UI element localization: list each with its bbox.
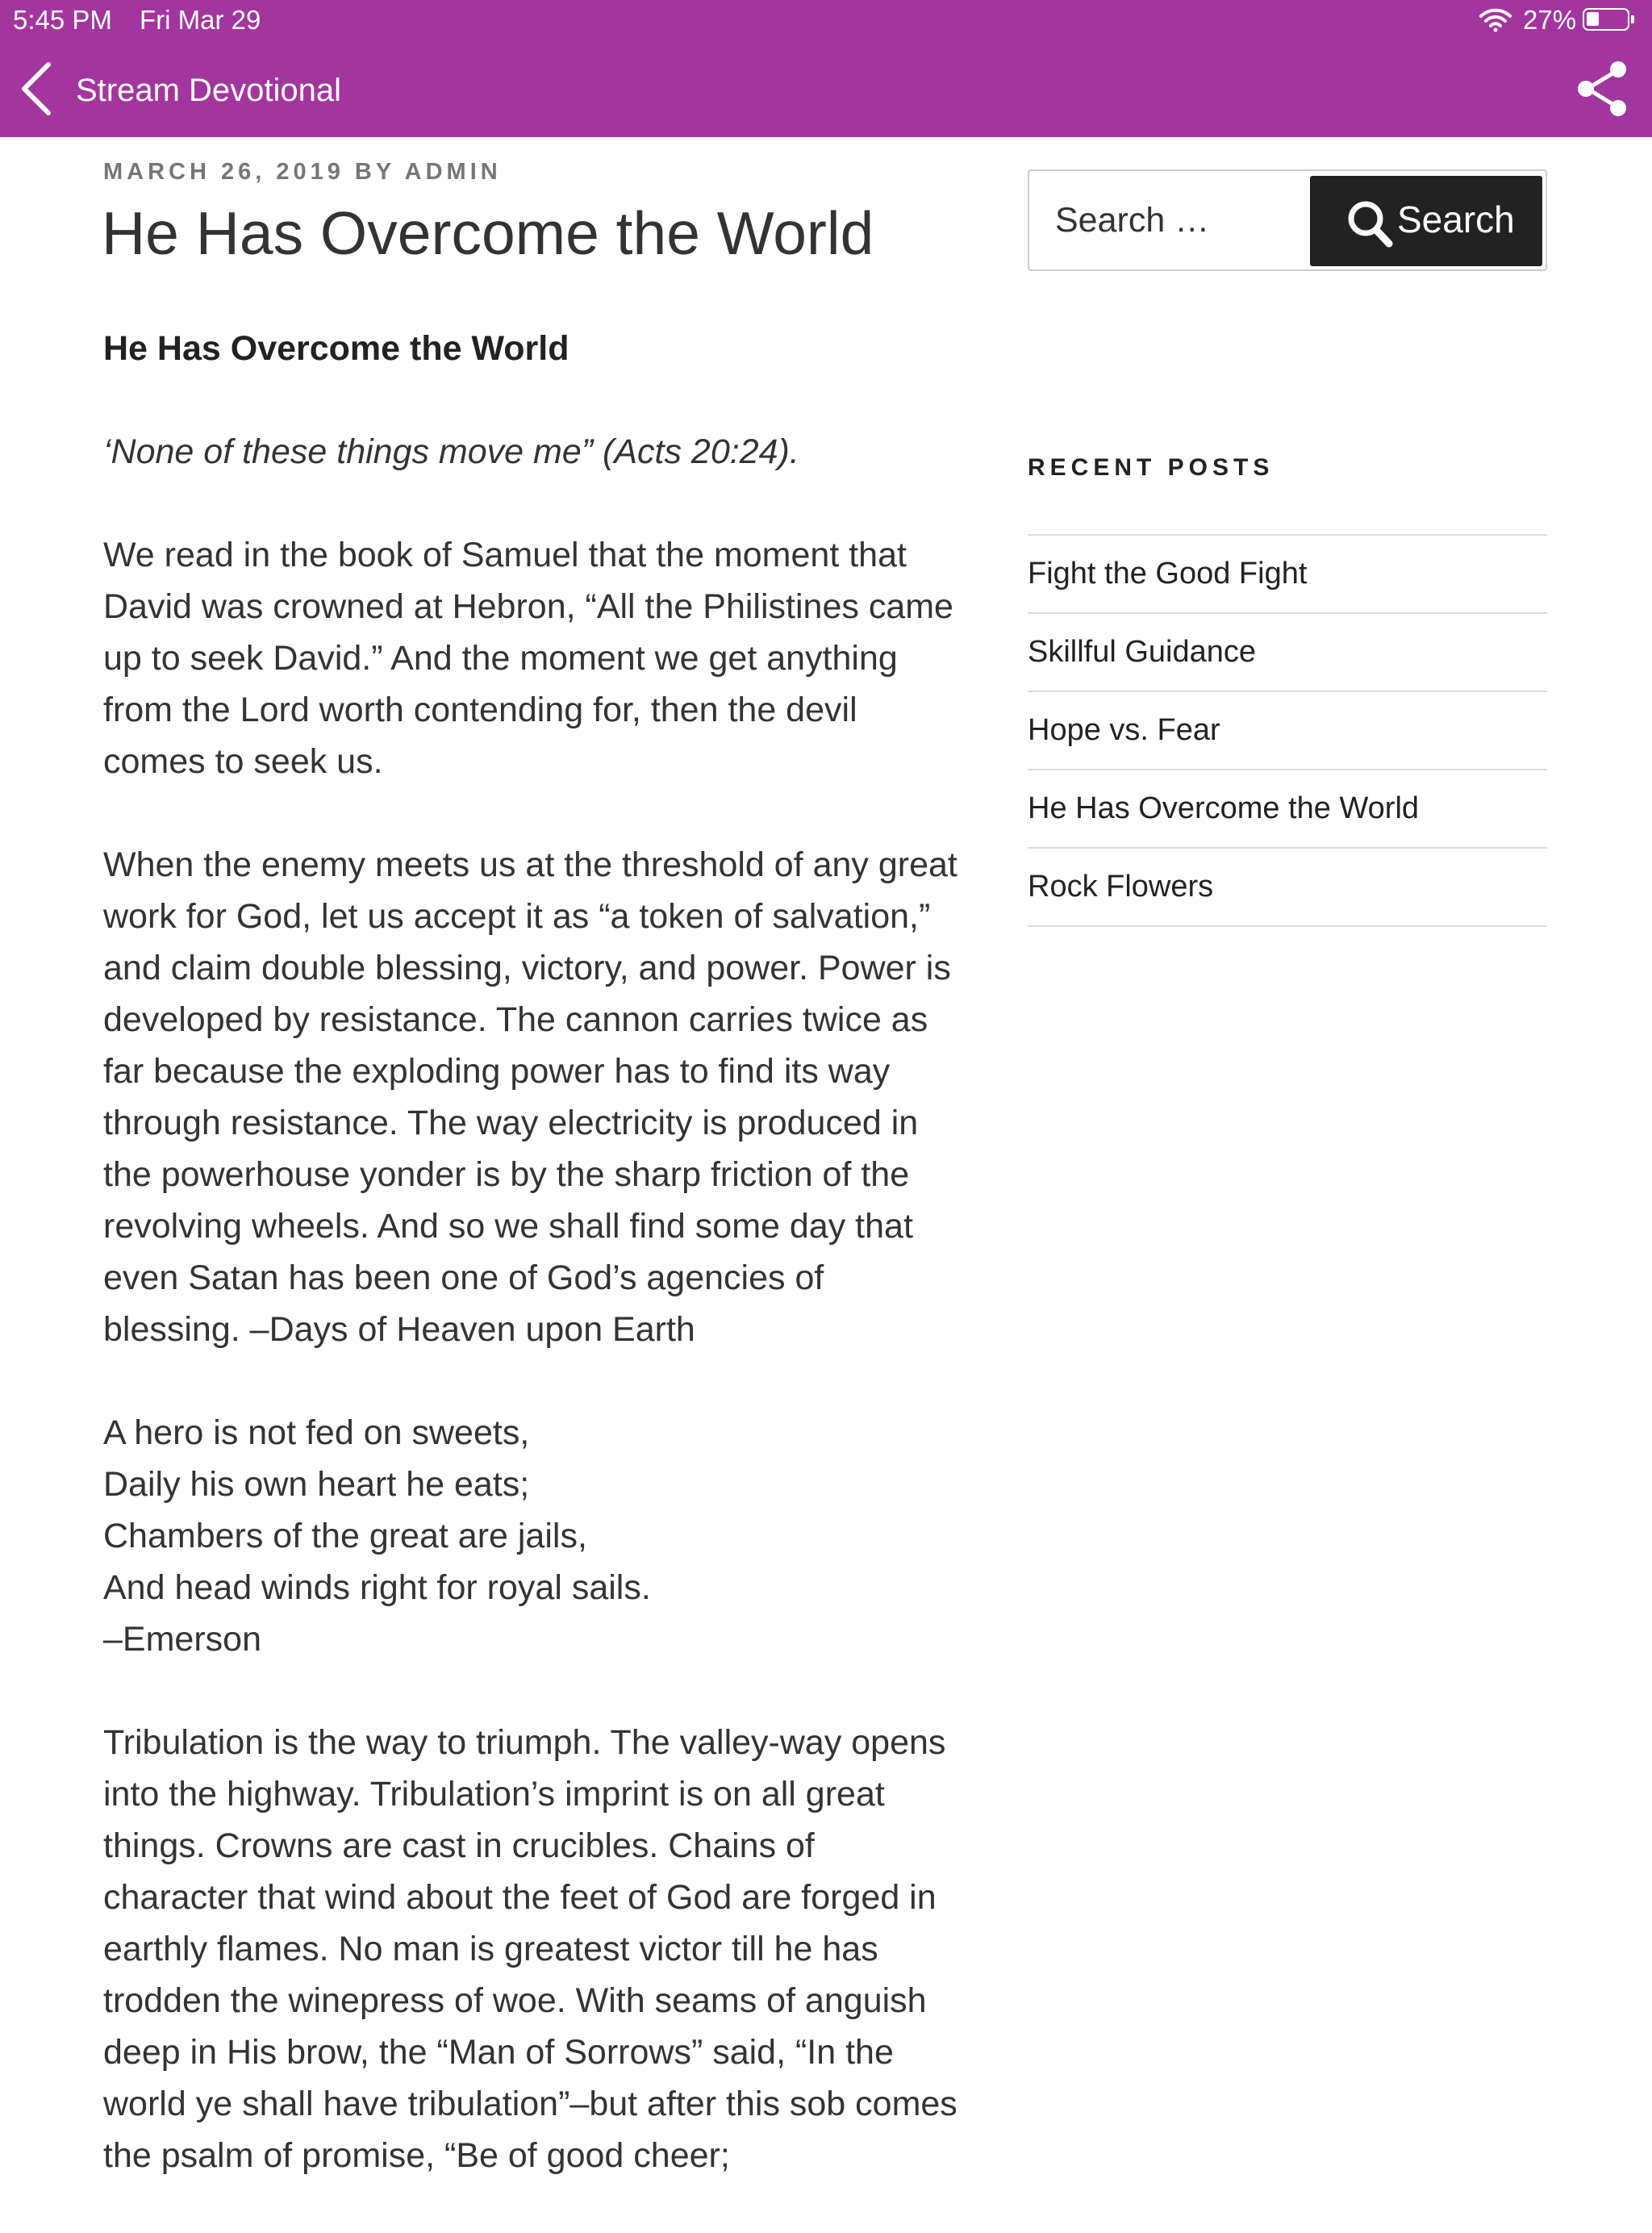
search-button[interactable] xyxy=(1310,176,1542,266)
nav-title[interactable]: Stream Devotional xyxy=(76,73,342,108)
recent-post-link[interactable]: Skillful Guidance xyxy=(1028,612,1547,691)
status-time: 5:45 PM xyxy=(13,5,112,35)
share-button[interactable] xyxy=(1571,58,1633,119)
recent-post-link[interactable]: Rock Flowers xyxy=(1028,847,1547,927)
recent-post-link[interactable]: He Has Overcome the World xyxy=(1028,769,1547,847)
post-title: He Has Overcome the World xyxy=(102,199,874,267)
poem-line: A hero is not fed on sweets, xyxy=(103,1413,530,1452)
scripture-quote: ‘None of these things move me” (Acts 20:24). xyxy=(103,432,799,471)
search-button-label: Search xyxy=(1397,198,1515,240)
poem-line: Chambers of the great are jails, xyxy=(103,1517,587,1555)
battery-percentage: 27% xyxy=(1523,5,1577,35)
share-icon xyxy=(1578,61,1626,116)
chevron-left-icon xyxy=(24,65,48,113)
recent-post-link[interactable]: Fight the Good Fight xyxy=(1028,534,1547,612)
paragraph: When the enemy meets us at the threshold of any great work for God, let us accept it as “a token of salvation,” and claim double blessing, victory, and power. Power is developed by resistance. The cannon carries twice as far because the exploding power has to find its way through resistance. The way electricity is produced in the powerhouse yonder is by the sharp friction of the revolving wheels. And so we shall find some day that even Satan has been one of God’s agencies of blessing. –Days of Heaven upon Earth xyxy=(103,845,957,1349)
poem xyxy=(103,1407,958,1665)
post-content xyxy=(103,323,958,2233)
poem-line: Daily his own heart he eats; xyxy=(103,1465,530,1504)
app-header xyxy=(0,0,1652,137)
back-button[interactable] xyxy=(16,58,58,119)
recent-posts-title: RECENT POSTS xyxy=(1028,454,1274,481)
recent-posts-list xyxy=(1028,534,1547,927)
post-meta: MARCH 26, 2019 BY ADMIN xyxy=(103,159,502,185)
recent-post-link[interactable]: Hope vs. Fear xyxy=(1028,691,1547,769)
status-date: Fri Mar 29 xyxy=(140,5,261,35)
poem-attribution: –Emerson xyxy=(103,1620,261,1659)
search-form xyxy=(1028,169,1547,271)
search-icon xyxy=(1345,198,1394,248)
wifi-icon xyxy=(1479,8,1512,32)
search-input[interactable] xyxy=(1029,171,1304,269)
battery-icon xyxy=(1583,8,1629,31)
content-heading: He Has Overcome the World xyxy=(103,329,569,368)
paragraph: Tribulation is the way to triumph. The valley-way opens into the highway. Tribulation’s imprint is on all great things. Crowns are cast in crucibles. Chains of character that wind about the feet of God are forged in earthly flames. No man is greatest victor till he has trodden the winepress of woe. With seams of anguish deep in His brow, the “Man of Sorrows” said, “In the world ye shall have tribulation”–but after this sob comes the psalm of promise, “Be of good cheer; xyxy=(103,1723,957,2175)
paragraph: We read in the book of Samuel that the moment that David was crowned at Hebron, “All the Philistines came up to seek David.” And the moment we get anything from the Lord worth contending for, then the devil comes to seek us. xyxy=(103,536,953,781)
poem-line: And head winds right for royal sails. xyxy=(103,1568,651,1607)
